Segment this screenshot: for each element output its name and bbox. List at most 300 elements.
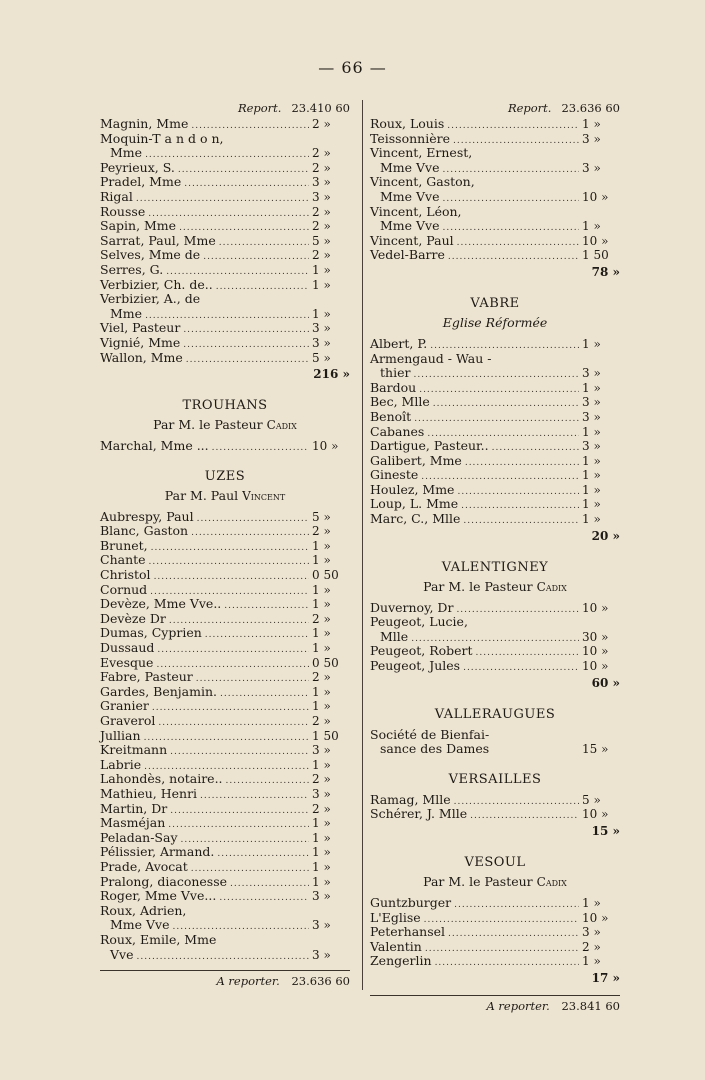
section-title-valentigney: VALENTIGNEY [441, 559, 549, 575]
list-item [370, 395, 620, 410]
entry-name: Rigal [100, 188, 133, 204]
entry-name: Dartigue, Pasteur.. [370, 438, 489, 454]
entry-list [370, 896, 620, 969]
list-item [370, 410, 620, 425]
section-collector: Par M. le Pasteur Cadix [423, 874, 567, 889]
report-value: 23.410 60 [291, 101, 350, 115]
column-divider [362, 100, 363, 990]
entry-name: Selves, Mme de [100, 247, 201, 263]
entry-amount: 2 » [312, 146, 331, 161]
list-item [100, 539, 350, 554]
entry-amount: 2 » [312, 670, 331, 685]
entry-amount: 1 » [582, 219, 601, 234]
entry-name: Evesque [100, 654, 154, 670]
entry-amount: 2 » [312, 611, 331, 626]
entry-amount: 3 » [582, 395, 601, 410]
list-item [370, 793, 620, 808]
entry-amount: 2 » [582, 939, 601, 954]
entry-amount: 1 » [312, 597, 331, 612]
entry-amount: 3 » [312, 786, 331, 801]
list-item [100, 860, 350, 875]
list-item [370, 954, 620, 969]
entry-amount: 1 » [312, 874, 331, 889]
entry-amount: 1 » [312, 845, 331, 860]
report-carried-forward [100, 100, 350, 117]
entry-amount: 1 » [582, 380, 601, 395]
entry-name: Mlle [380, 628, 409, 644]
list-item [370, 925, 620, 940]
list-item [370, 439, 620, 454]
entry-list [100, 510, 350, 962]
list-item [100, 656, 350, 671]
list-item [370, 468, 620, 483]
entry-amount: 2 » [312, 204, 331, 219]
entry-amount: 1 » [582, 954, 601, 969]
leader-dots [203, 250, 309, 265]
leader-dots [157, 643, 309, 658]
entry-name: Peugeot, Lucie, [370, 614, 468, 630]
entry-amount: 1 » [312, 699, 331, 714]
entry-name: Rousse [100, 203, 146, 219]
entry-name: Benoît [370, 408, 412, 424]
list-item [370, 615, 620, 630]
entry-amount: 3 » [582, 160, 601, 175]
entry-amount: 1 » [312, 306, 331, 321]
list-item [100, 948, 350, 963]
entry-name: Verbizier, A., de [100, 291, 201, 307]
entry-list [370, 793, 620, 822]
leader-dots [149, 555, 309, 570]
section-total: 15 » [591, 824, 620, 838]
leader-dots [200, 789, 309, 804]
entry-name: Pélissier, Armand. [100, 844, 215, 860]
entry-name: Vincent, Ernest, [370, 145, 473, 161]
entry-name: Gineste [370, 467, 419, 483]
list-item [370, 205, 620, 220]
section-title-vesoul: VESOUL [464, 855, 526, 870]
entry-name: Lahondès, notaire.. [100, 771, 223, 787]
leader-dots [457, 485, 579, 500]
list-item [100, 758, 350, 773]
list-item [100, 278, 350, 293]
list-item [100, 146, 350, 161]
leader-dots [448, 250, 579, 265]
list-item [100, 714, 350, 729]
list-item [370, 366, 620, 381]
entry-name: Roux, Emile, Mme [100, 931, 217, 947]
entry-amount: 10 » [582, 189, 609, 204]
list-item [370, 132, 620, 147]
list-item [370, 807, 620, 822]
list-item [100, 787, 350, 802]
entry-name: Schérer, J. Mlle [370, 806, 468, 822]
leader-dots [184, 177, 309, 192]
list-item [100, 234, 350, 249]
entry-amount: 2 » [312, 219, 331, 234]
entry-amount: 1 50 [582, 248, 609, 263]
list-item [370, 425, 620, 440]
entry-amount: 1 » [312, 757, 331, 772]
list-item [100, 816, 350, 831]
entry-name: Kreitmann [100, 742, 168, 758]
list-item [100, 918, 350, 933]
list-item [100, 904, 350, 919]
list-item [100, 583, 350, 598]
entry-amount: 1 » [312, 641, 331, 656]
list-item [370, 175, 620, 190]
leader-dots [476, 646, 579, 661]
list-item [100, 439, 350, 454]
report-value: 23.636 60 [561, 101, 620, 115]
report-carried-forward [370, 100, 620, 117]
list-item [370, 337, 620, 352]
section-title-versailles: VERSAILLES [448, 771, 542, 787]
entry-amount: 3 » [312, 335, 331, 350]
list-item [370, 483, 620, 498]
list-item [370, 512, 620, 527]
entry-name: Zengerlin [370, 953, 432, 969]
section-collector: Par M. le Pasteur Cadix [423, 578, 567, 594]
leader-dots [191, 526, 309, 541]
entry-name: Jullian [100, 727, 141, 743]
entry-amount: 1 » [312, 684, 331, 699]
list-item [100, 553, 350, 568]
leader-dots [461, 499, 579, 514]
list-item [100, 510, 350, 525]
list-item [100, 641, 350, 656]
entry-amount: 1 » [582, 497, 601, 512]
entry-name: L'Eglise [370, 909, 421, 925]
entry-name: Martin, Dr [100, 800, 168, 816]
list-item [100, 175, 350, 190]
entry-amount: 10 » [582, 600, 609, 615]
list-item [100, 729, 350, 744]
entry-name: Galibert, Mme [370, 452, 462, 468]
leader-dots [158, 716, 309, 731]
entry-name: Sarrat, Paul, Mme [100, 232, 216, 248]
entry-amount: 2 » [312, 801, 331, 816]
section-title-uzes: UZES [204, 468, 246, 484]
list-item [370, 630, 620, 645]
leader-dots [443, 192, 579, 207]
entry-amount: 10 » [582, 807, 609, 822]
leader-dots [154, 570, 309, 585]
entry-amount: 5 » [312, 350, 331, 365]
list-item [370, 454, 620, 469]
list-item [100, 845, 350, 860]
entry-amount: 2 » [312, 117, 331, 131]
entry-amount: 1 » [582, 453, 601, 468]
leader-dots [447, 119, 579, 134]
report-label: Report. [507, 101, 552, 115]
entry-amount: 1 » [582, 468, 601, 483]
entry-amount: 10 » [582, 910, 609, 925]
entry-amount: 2 » [312, 160, 331, 175]
list-item [100, 117, 350, 132]
entry-name: Prade, Avocat [100, 858, 188, 874]
entry-name: Roux, Louis [370, 116, 445, 131]
list-item [370, 117, 620, 132]
list-item [100, 321, 350, 336]
entry-name: Verbizier, Ch. de.. [100, 276, 213, 292]
leader-dots [183, 323, 309, 338]
entry-name: Houlez, Mme [370, 481, 455, 497]
entry-name: Marc, C., Mlle [370, 511, 461, 527]
leader-dots [425, 942, 579, 957]
list-item [370, 190, 620, 205]
entry-name: Brunet, [100, 537, 148, 553]
entry-amount: 1 » [582, 482, 601, 497]
entry-name: Fabre, Pasteur [100, 669, 193, 685]
report-label: Report. [237, 101, 282, 115]
entry-amount: 1 » [582, 117, 601, 131]
leader-dots [454, 795, 579, 810]
entry-amount: 2 » [312, 772, 331, 787]
entry-name: Dussaud [100, 640, 155, 656]
leader-dots [144, 731, 309, 746]
leader-dots [435, 956, 579, 971]
entry-amount: 10 » [582, 659, 609, 674]
entry-list [370, 117, 620, 263]
entry-amount: 1 » [582, 336, 601, 351]
list-item [100, 772, 350, 787]
entry-name: Masméjan [100, 815, 166, 831]
leader-dots [443, 221, 579, 236]
section-title-valleraugues: VALLERAUGUES [434, 706, 556, 722]
entry-name: Roger, Mme Vve... [100, 888, 217, 904]
entry-amount: 1 » [312, 582, 331, 597]
entry-name: Devèze, Mme Vve.. [100, 596, 222, 612]
entry-name: Wallon, Mme [100, 349, 183, 365]
section-subtitle: Eglise Réformée [442, 314, 548, 330]
entry-name: Mathieu, Henri [100, 785, 198, 801]
entry-amount: 2 » [312, 524, 331, 539]
entry-name: Moquin-T a n d o n, [100, 130, 224, 146]
entry-name: Magnin, Mme [100, 116, 189, 131]
entry-amount: 10 » [312, 439, 339, 454]
entry-name: Blanc, Gaston [100, 523, 189, 539]
list-item: sance des Dames 15 » [380, 741, 609, 757]
entry-amount: 3 » [312, 918, 331, 933]
leader-dots [465, 456, 579, 471]
entry-amount: 5 » [582, 792, 601, 807]
list-item [100, 205, 350, 220]
entry-amount: 1 » [312, 553, 331, 568]
list-item [100, 190, 350, 205]
leader-dots [151, 541, 309, 556]
entry-amount: 3 » [582, 366, 601, 381]
entry-name: Vignié, Mme [100, 334, 181, 350]
entry-name: Valentin [370, 938, 422, 954]
list-item [100, 685, 350, 700]
entry-name: Loup, L. Mme [370, 496, 459, 512]
list-item [100, 263, 350, 278]
entry-list [370, 601, 620, 674]
list-item [370, 381, 620, 396]
list-item [100, 875, 350, 890]
leader-dots [137, 950, 310, 965]
list-item [100, 336, 350, 351]
list-item [370, 644, 620, 659]
section-total: 17 » [591, 970, 620, 985]
entry-amount: 3 » [312, 743, 331, 758]
section-collector: Par M. Paul Vincent [164, 487, 286, 503]
entry-amount: 1 » [312, 859, 331, 874]
list-item: Société de Bienfai- [370, 726, 490, 742]
entry-name: Gardes, Benjamin. [100, 683, 218, 699]
leader-dots [224, 599, 309, 614]
leader-dots [186, 353, 309, 368]
leader-dots [220, 687, 309, 702]
list-item [370, 497, 620, 512]
entry-name: Mme Vve [380, 218, 440, 234]
list-item [100, 524, 350, 539]
entry-name: Christol [100, 567, 151, 583]
entry-amount: 3 » [582, 925, 601, 940]
list-item [370, 896, 620, 911]
list-item [370, 161, 620, 176]
entry-amount: 1 » [312, 816, 331, 831]
entry-name: Peyrieux, S. [100, 159, 175, 175]
entry-amount: 2 » [312, 714, 331, 728]
entry-name: Cornud [100, 581, 148, 597]
entry-name: Granier [100, 698, 149, 714]
leader-dots [197, 512, 309, 527]
section-title-vabre: VABRE [470, 295, 520, 311]
list-item [100, 831, 350, 846]
entry-amount: 10 » [582, 644, 609, 659]
entry-name: Bec, Mlle [370, 394, 430, 410]
leader-dots [216, 280, 309, 295]
leader-dots [183, 338, 309, 353]
leader-dots [136, 192, 309, 207]
leader-dots [463, 661, 579, 676]
entry-amount: 3 » [312, 175, 331, 190]
entry-amount: 0 50 [312, 655, 339, 670]
entry-amount: 5 » [312, 509, 331, 524]
entry-name: Pradel, Mme [100, 174, 182, 190]
entry-name: Devèze Dr [100, 610, 166, 626]
footer-value: 23.841 60 [561, 998, 620, 1013]
entry-list [370, 337, 620, 527]
entry-list [100, 439, 350, 454]
entry-amount: 3 » [312, 889, 331, 904]
entry-name: Guntzburger [370, 895, 452, 910]
leader-dots [226, 774, 309, 789]
list-item [100, 802, 350, 817]
list-item [100, 597, 350, 612]
entry-amount: 1 » [312, 538, 331, 553]
entry-name: Dumas, Cyprien [100, 625, 202, 641]
entry-name: Mme Vve [110, 917, 170, 933]
list-item [370, 601, 620, 616]
leader-dots [230, 877, 309, 892]
entry-amount: 10 » [582, 233, 609, 248]
section-total: 78 » [591, 264, 620, 279]
carry-over-footer [370, 995, 620, 1013]
leader-dots [170, 745, 309, 760]
entry-name: Vincent, Gaston, [370, 174, 475, 190]
entry-name: Peugeot, Jules [370, 658, 461, 674]
right-column [370, 100, 620, 1013]
leader-dots [413, 368, 579, 383]
leader-dots [414, 412, 579, 427]
leader-dots [448, 927, 579, 942]
leader-dots [168, 818, 309, 833]
leader-dots [433, 397, 579, 412]
section-total: 20 » [591, 528, 620, 543]
entry-amount: 3 » [582, 409, 601, 424]
entry-amount: 0 50 [312, 568, 339, 583]
entry-name: Aubrespy, Paul [100, 508, 194, 524]
leader-dots [217, 847, 309, 862]
entry-amount: 3 » [582, 131, 601, 146]
entry-amount: 1 » [582, 896, 601, 910]
entry-amount: 5 » [312, 233, 331, 248]
entry-list [100, 117, 350, 365]
section-total: 60 » [591, 675, 620, 690]
list-item [100, 307, 350, 322]
entry-name: Albert, P. [370, 335, 428, 351]
entry-amount: 1 » [312, 626, 331, 641]
entry-amount: 1 » [312, 262, 331, 277]
entry-name: Roux, Adrien, [100, 902, 187, 918]
section-title-trouhans: TROUHANS [182, 398, 268, 414]
page-number: — 66 — [318, 58, 387, 77]
entry-name: Ramag, Mlle [370, 791, 451, 807]
entry-amount: 2 » [312, 248, 331, 263]
entry-name: Labrie [100, 756, 142, 772]
carry-over-footer [100, 970, 350, 988]
leader-dots [178, 163, 309, 178]
leader-dots [424, 913, 579, 928]
entry-name: Peladan-Say [100, 829, 178, 845]
leader-dots [470, 809, 579, 824]
entry-amount: 3 » [582, 439, 601, 454]
entry-amount: 3 » [312, 321, 331, 336]
leader-dots [219, 891, 309, 906]
leader-dots [454, 898, 579, 913]
entry-amount: 3 » [312, 947, 331, 962]
entry-name: Graverol [100, 713, 156, 728]
list-item [370, 659, 620, 674]
footer-label: A reporter. [216, 974, 280, 989]
footer-value: 23.636 60 [291, 974, 350, 989]
entry-name: Vedel-Barre [370, 247, 445, 263]
entry-name: Duvernoy, Dr [370, 599, 454, 615]
leader-dots [205, 628, 309, 643]
list-item [100, 161, 350, 176]
entry-amount: 1 50 [312, 728, 339, 743]
entry-name: Mme Vve [380, 188, 440, 204]
section-collector: Par M. le Pasteur Cadix [153, 417, 297, 433]
entry-name: Pralong, diaconesse [100, 873, 228, 889]
entry-name: Sapin, Mme [100, 218, 177, 234]
leader-dots [419, 383, 579, 398]
leader-dots [152, 701, 309, 716]
list-item [100, 132, 350, 147]
entry-name: Peterhansel [370, 924, 446, 940]
leader-dots [212, 441, 309, 456]
leader-dots [492, 441, 579, 456]
list-item [100, 351, 350, 366]
list-item [100, 889, 350, 904]
entry-name: Viel, Pasteur [100, 320, 181, 336]
list-item [370, 234, 620, 249]
entry-name: Marchal, Mme ... [100, 438, 209, 454]
list-item [100, 743, 350, 758]
leader-dots [170, 804, 309, 819]
